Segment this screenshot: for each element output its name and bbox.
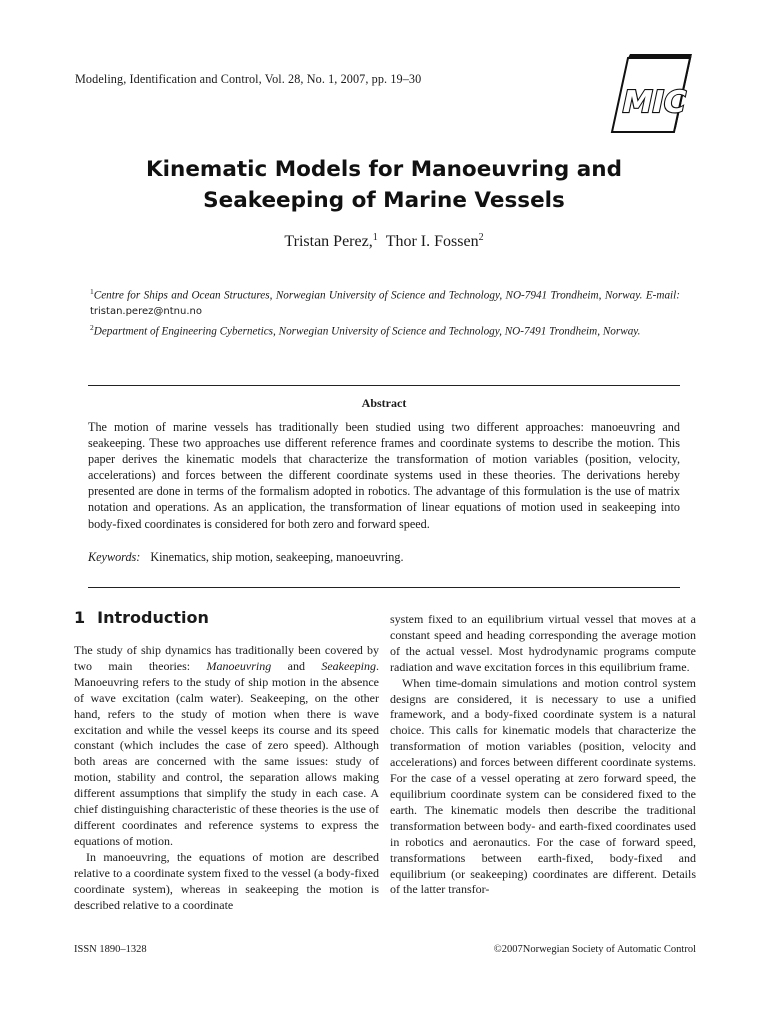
section-title: Introduction <box>97 608 209 627</box>
section-number: 1 <box>74 608 86 627</box>
logo-text: MIC <box>618 85 690 120</box>
affiliation-2 <box>90 320 680 340</box>
paragraph-2: In manoeuvring, the equations of motion are described relative to a coordinate system fixed to the vessel (a body-fixed coordinate system), whereas in seakeeping the motion is described relative to a coordinate <box>74 849 379 912</box>
keywords-text: Kinematics, ship motion, seakeeping, manoeuvring. <box>150 550 404 564</box>
title-line-2: Seakeeping of Marine Vessels <box>203 188 565 213</box>
journal-citation: Modeling, Identification and Control, Vol. 28, No. 1, 2007, pp. 19–30 <box>75 72 422 86</box>
journal-logo <box>606 50 696 138</box>
affiliation-2-text: Department of Engineering Cybernetics, Norwegian University of Science and Technology, NO-7491 Trondheim, Norway. <box>93 325 641 338</box>
paragraph-4: When time-domain simulations and motion control system designs are considered, it is necessary to use a unified framework, and a body-fixed coordinate system is a natural choice. This calls for kinematic models that characterize the transformation of motion variables (position, velocity and accelerations) and forces between different coordinate systems. For the case of a vessel operating at zero forward speed, the equilibrium coordinate system can be considered fixed to the earth. The kinematic models then describe the traditional transformation between body- and earth-fixed coordinates used in robotics and aeronautics. For the case of forward speed, transformations between earth-fixed, body-fixed and equilibrium (or seakeeping) coordinates are different. Details of the latter transfor- <box>390 675 696 897</box>
left-column <box>74 643 379 913</box>
paragraph-3: system fixed to an equilibrium virtual vessel that moves at a constant speed and heading corresponding the average motion of the actual vessel. Most hydrodynamic programs compute radiation and wave excitation forces in this equilibrium frame. <box>390 612 696 674</box>
emphasis-manoeuvring: Manoeuvring <box>206 658 272 673</box>
author-2-mark: 2 <box>478 232 484 243</box>
keywords-label: Keywords: <box>88 550 141 564</box>
section-heading <box>74 608 209 627</box>
abstract-text: The motion of marine vessels has traditionally been studied using two different approaches: manoeuvring and seakeeping. These two approaches use different reference frames and coordinate systems to describe the motion. This paper derives the kinematic models that characterize the transformation of motion variables (position, velocity, accelerations) and forces between the different coordinate systems used in these theories. The derivations hereby presented are done in terms of the formalism adopted in robotics. The advantage of this formulation is the use of matrix notation and operations. As an application, the transformation of linear equations of motion used in seakeeping into body-fixed coordinates is considered for both zero and forward speed. <box>88 420 680 531</box>
affiliation-1-text: Centre for Ships and Ocean Structures, Norwegian University of Science and Technology, NO-7941 Trondheim, Norway. E-mail: <box>93 289 680 302</box>
emphasis-seakeeping: Seakeeping <box>321 658 376 673</box>
right-column <box>390 612 696 898</box>
title-line-1: Kinematic Models for Manoeuvring and <box>146 157 622 182</box>
author-email[interactable]: tristan.perez@ntnu.no <box>90 306 202 318</box>
abstract-heading: Abstract <box>361 396 407 410</box>
footer-copyright: ©2007Norwegian Society of Automatic Control <box>493 944 696 955</box>
affiliation-1 <box>90 284 680 320</box>
paragraph-1: The study of ship dynamics has traditionally been covered by two main theories: Manoeuvring and Seakeeping. Manoeuvring refers to the study of ship motion in the absence of wave excitation (calm water). Seakeeping, on the other hand, refers to the study of motion when there is wave excitation and while the vessel keeps its course and its speed constant (which includes the case of zero speed). Although both areas are concerned with the same issues: study of motion, stability and control, the separation allows making different assumptions that simplify the study in each case. A chief distinguishing characteristic of these theories is the use of different coordinates and reference systems to express the equations of motion. <box>74 643 379 848</box>
keywords <box>88 550 404 565</box>
author-1: Tristan Perez, <box>284 233 373 250</box>
abstract-top-rule <box>88 385 680 386</box>
author-1-mark: 1 <box>372 232 378 243</box>
footer-issn: ISSN 1890–1328 <box>74 944 147 955</box>
affiliation-1-mark: 1 <box>90 287 94 296</box>
abstract-bottom-rule <box>88 587 680 588</box>
author-list <box>0 232 768 251</box>
author-2: Thor I. Fossen <box>385 233 479 250</box>
paper-title <box>0 154 768 216</box>
affiliation-2-mark: 2 <box>90 323 94 332</box>
